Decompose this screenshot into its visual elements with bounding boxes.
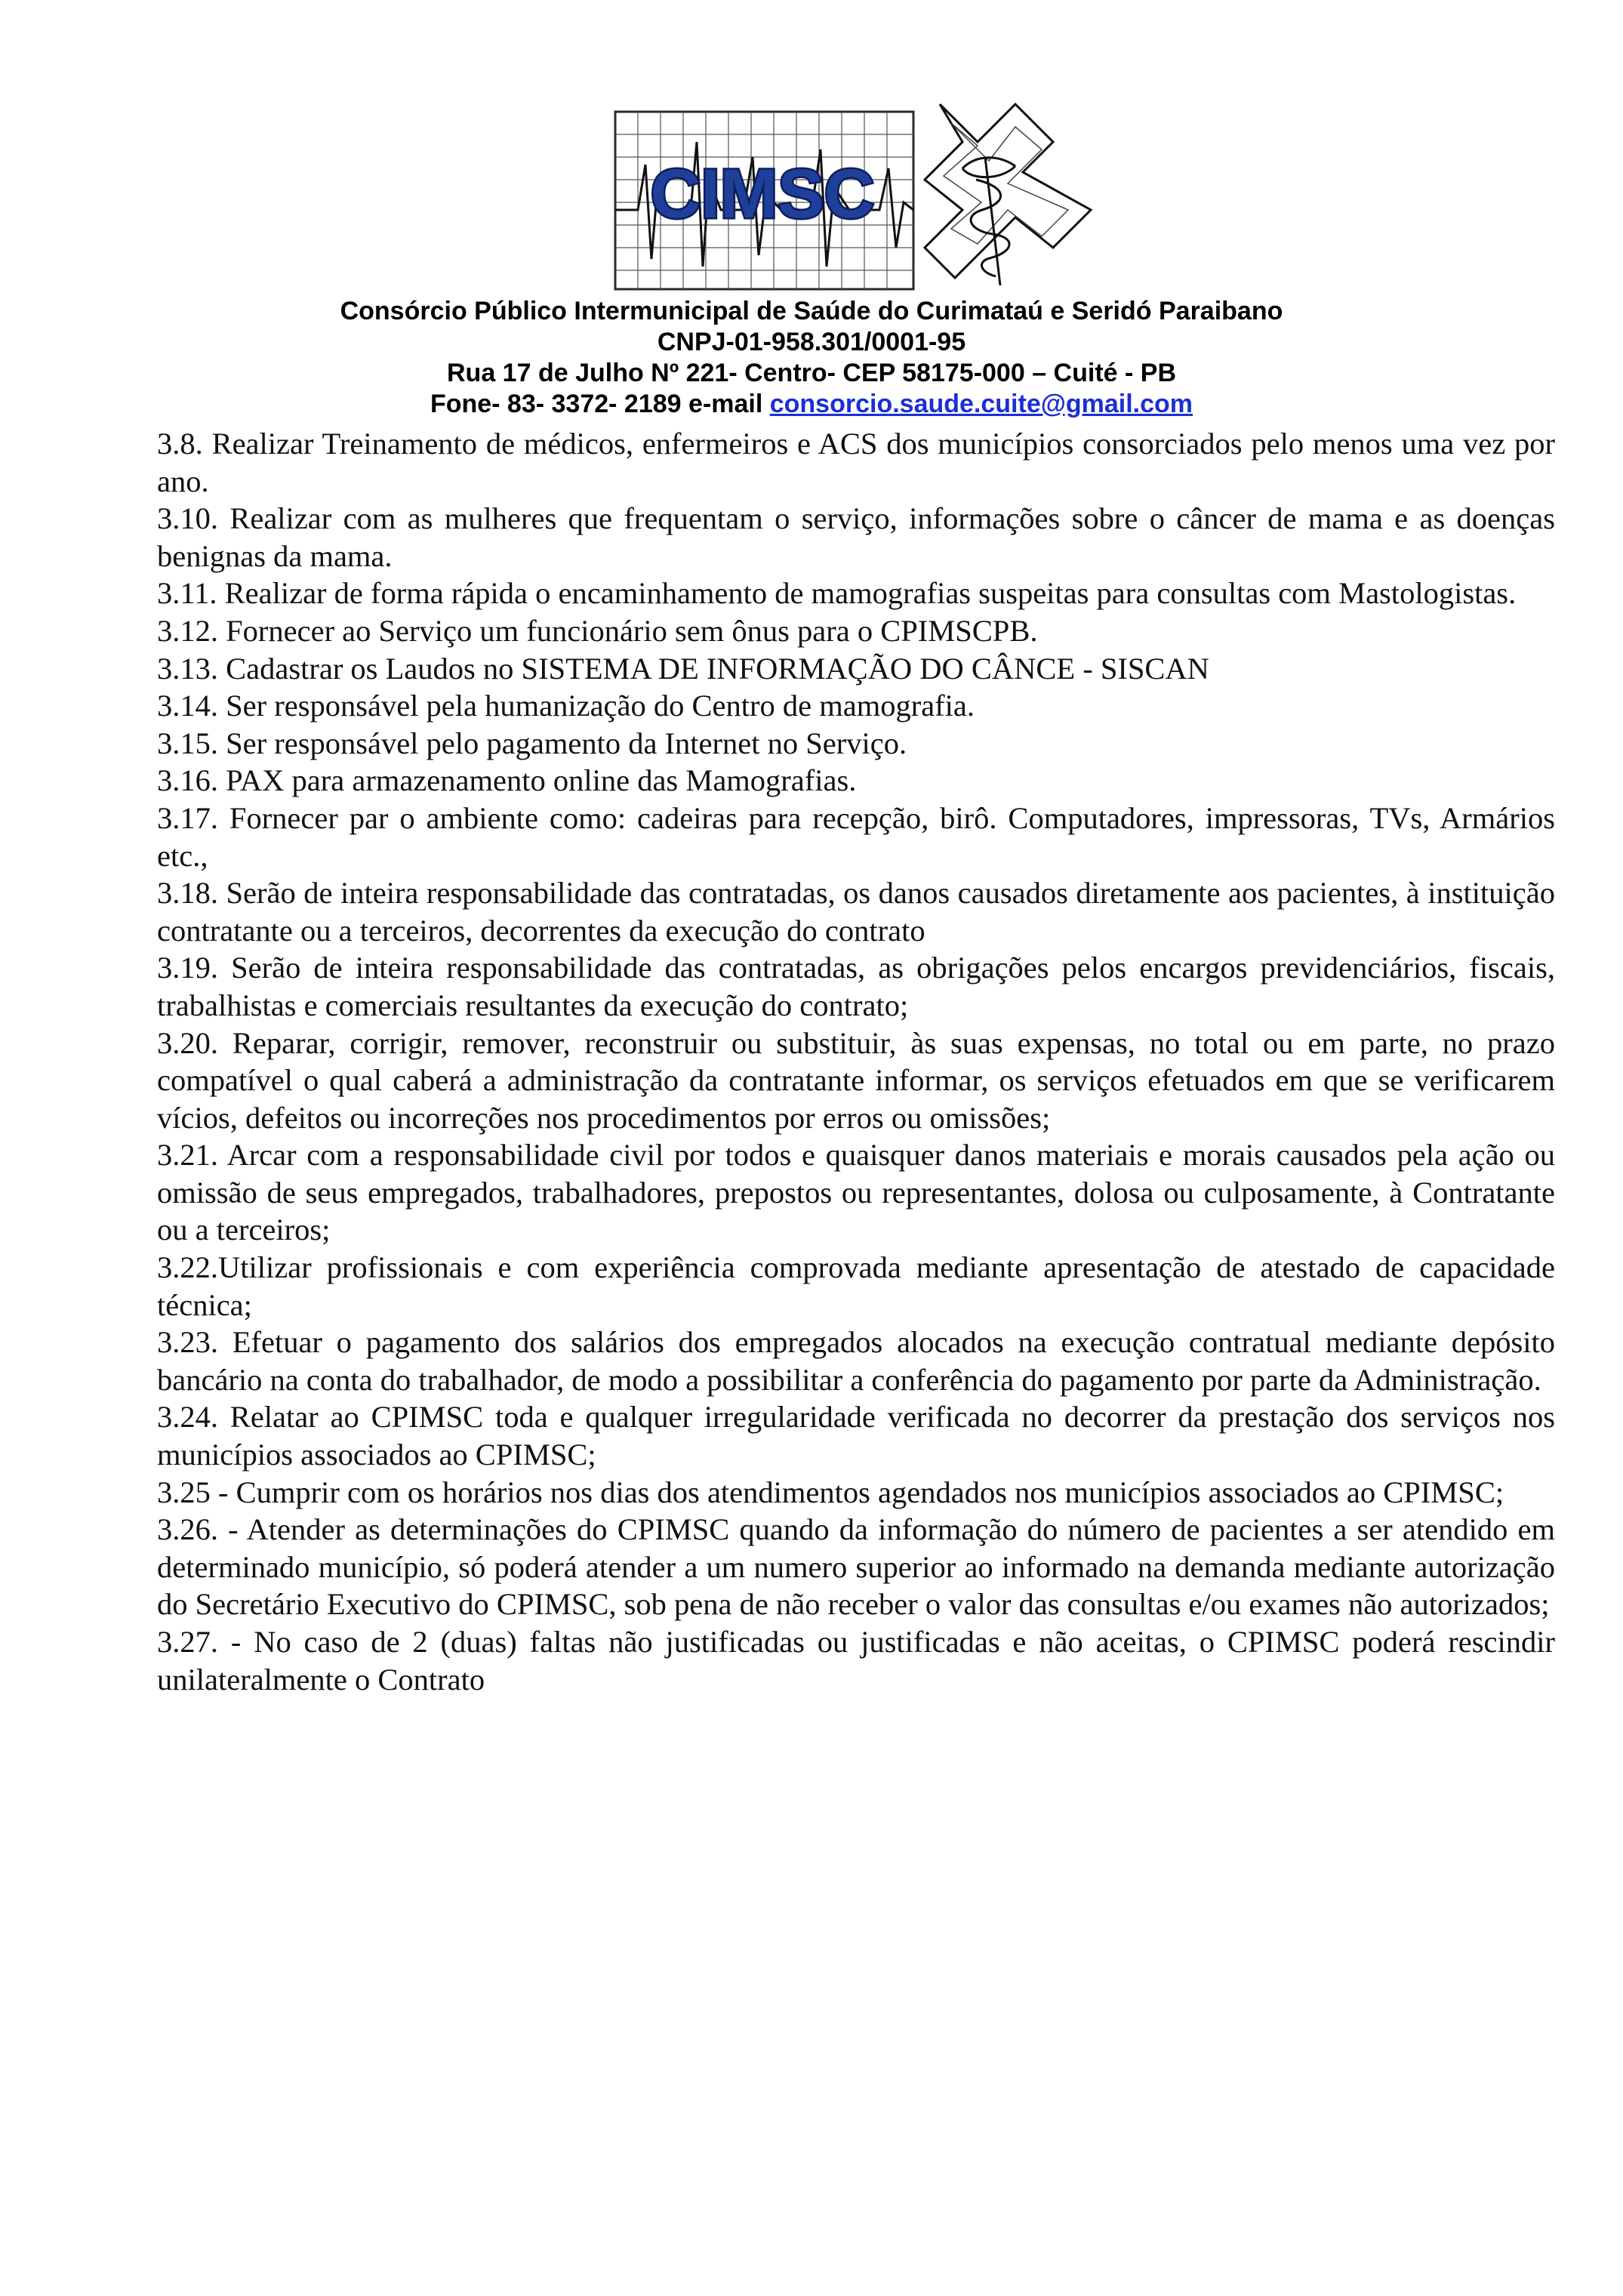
clause-3-21: 3.21. Arcar com a responsabilidade civil por todos e quaisquer danos materiais e morais causados pela ação ou omissão de seus empregados, trabalhadores, prepostos ou representantes, dolosa ou culposamente, à Contratante ou a terceiros; (157, 1138, 1555, 1247)
logo-text: CIMSC (650, 156, 875, 233)
address: Rua 17 de Julho Nº 221- Centro- CEP 58175-000 – Cuité - PB (447, 359, 1176, 387)
clause-3-17: 3.17. Fornecer par o ambiente como: cadeiras para recepção, birô. Computadores, impressoras, TVs, Armários etc., (157, 800, 1555, 873)
clause-3-13: 3.13. Cadastrar os Laudos no SISTEMA DE INFORMAÇÃO DO CÂNCE - SISCAN (157, 651, 1209, 686)
clause-3-10: 3.10. Realizar com as mulheres que frequentam o serviço, informações sobre o câncer de mama e as doenças benignas da mama. (157, 501, 1555, 573)
contact-line (151, 389, 1472, 420)
clause-3-15: 3.15. Ser responsável pelo pagamento da Internet no Serviço. (157, 726, 907, 760)
email-link[interactable]: consorcio.saude.cuite@gmail.com (769, 390, 1193, 418)
clause-3-27: 3.27. - No caso de 2 (duas) faltas não justificadas ou justificadas e não aceitas, o CPIMSC poderá rescindir unilateralmente o Contrato (157, 1625, 1555, 1697)
cimsc-logo (608, 97, 1102, 297)
phone: Fone- 83- 3372- 2189 e-mail (430, 390, 770, 418)
clause-3-8: 3.8. Realizar Treinamento de médicos, enfermeiros e ACS dos municípios consorciados pelo menos uma vez por ano. (157, 427, 1555, 498)
clause-3-24: 3.24. Relatar ao CPIMSC toda e qualquer irregularidade verificada no decorrer da prestação dos serviços nos municípios associados ao CPIMSC; (157, 1400, 1555, 1472)
clause-3-19: 3.19. Serão de inteira responsabilidade das contratadas, as obrigações pelos encargos previdenciários, fiscais, trabalhistas e comerciais resultantes da execução do contrato; (157, 951, 1555, 1022)
clause-3-14: 3.14. Ser responsável pela humanização do Centro de mamografia. (157, 689, 975, 723)
clause-3-26: 3.26. - Atender as determinações do CPIMSC quando da informação do número de pacientes a ser atendido em determinado município, só poderá atender a um numero superior ao informado na demanda mediante autorização do Secretário Executivo do CPIMSC, sob pena de não receber o valor das consultas e/ou exames não autorizados; (157, 1512, 1555, 1622)
clause-3-11: 3.11. Realizar de forma rápida o encaminhamento de mamografias suspeitas para consultas com Mastologistas. (157, 576, 1517, 611)
clause-3-23: 3.23. Efetuar o pagamento dos salários dos empregados alocados na execução contratual mediante depósito bancário na conta do trabalhador, de modo a possibilitar a conferência do pagamento por parte da Administração. (157, 1325, 1555, 1397)
clause-3-25: 3.25 - Cumprir com os horários nos dias dos atendimentos agendados nos municípios associados ao CPIMSC; (157, 1475, 1504, 1509)
clause-3-18: 3.18. Serão de inteira responsabilidade das contratadas, os danos causados diretamente aos pacientes, à instituição contratante ou a terceiros, decorrentes da execução do contrato (157, 876, 1555, 948)
contract-clauses (157, 425, 1555, 1698)
clause-3-22: 3.22.Utilizar profissionais e com experiência comprovada mediante apresentação de atestado de capacidade técnica; (157, 1250, 1555, 1322)
clause-3-16: 3.16. PAX para armazenamento online das Mamografias. (157, 763, 857, 798)
clause-3-20: 3.20. Reparar, corrigir, remover, reconstruir ou substituir, às suas expensas, no total ou em parte, no prazo compatível o qual caberá a administração da contratante informar, os serviços efetuados em que se verificarem vícios, defeitos ou incorreções nos procedimentos por erros ou omissões; (157, 1025, 1555, 1135)
org-name: Consórcio Público Intermunicipal de Saúde do Curimataú e Seridó Paraibano (340, 297, 1283, 325)
cnpj: CNPJ-01-958.301/0001-95 (657, 328, 966, 356)
letterhead (151, 296, 1472, 420)
clause-3-12: 3.12. Fornecer ao Serviço um funcionário sem ônus para o CPIMSCPB. (157, 613, 1038, 648)
